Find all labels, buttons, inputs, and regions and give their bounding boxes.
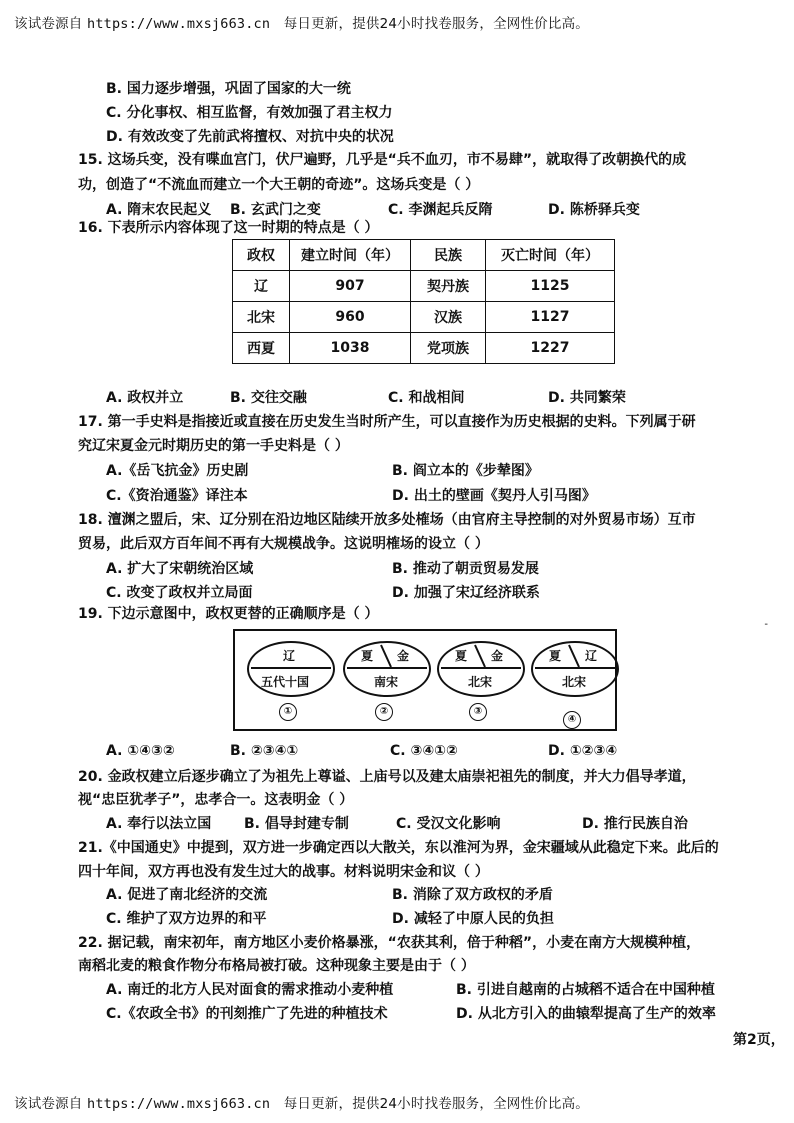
q15-stem-line2: 功，创造了“不流血而建立一个大王朝的奇迹”。这场兵变是（ ）: [78, 177, 480, 193]
table-cell: 汉族: [411, 302, 486, 333]
q14-option-d: D. 有效改变了先前武将擅权、对抗中央的状况: [106, 129, 394, 145]
diagram-number: ①: [279, 703, 297, 721]
q20-option-b: B. 倡导封建专制: [244, 816, 349, 832]
source-tagline: 每日更新，提供24小时找卷服务，全网性价比高。: [283, 16, 589, 32]
q15-option-d: D. 陈桥驿兵变: [548, 202, 640, 218]
table-cell: 西夏: [233, 333, 290, 364]
q18-option-c: C. 改变了政权并立局面: [106, 585, 253, 601]
source-footer: [14, 1092, 589, 1112]
circle-label: 夏: [361, 649, 374, 663]
q22-option-b: B. 引进自越南的占城稻不适合在中国种植: [456, 982, 715, 998]
circle-label: 辽: [585, 649, 598, 663]
scan-mark: -: [764, 619, 768, 630]
table-cell: 1125: [486, 271, 615, 302]
q21-option-c: C. 维护了双方边界的和平: [106, 911, 267, 927]
diagram-number: ②: [375, 703, 393, 721]
table-header-row: [233, 240, 615, 271]
table-header-cell: 建立时间（年）: [290, 240, 411, 271]
q20-options: [106, 816, 688, 832]
q17-option-a: A.《岳飞抗金》历史剧: [106, 463, 249, 479]
q16-option-a: A. 政权并立: [106, 390, 184, 406]
regime-sequence-diagram: [233, 629, 617, 731]
q17-option-d: D. 出土的壁画《契丹人引马图》: [392, 488, 596, 504]
table-row: [233, 271, 615, 302]
circle-label: 夏: [549, 649, 562, 663]
circle-label: 金: [491, 649, 504, 663]
circle-divider: [251, 667, 331, 669]
source-header: [14, 12, 589, 32]
q14-option-b: B. 国力逐步增强，巩固了国家的大一统: [106, 81, 351, 97]
q16-option-b: B. 交往交融: [230, 390, 307, 406]
q18-stem-line2: 贸易，此后双方百年间不再有大规模战争。这说明榷场的设立（ ）: [78, 536, 489, 552]
q22-option-a: A. 南迁的北方人民对面食的需求推动小麦种植: [106, 982, 394, 998]
q22-stem-line2: 南稻北麦的粮食作物分布格局被打破。这种现象主要是由于（ ）: [78, 958, 475, 974]
q20-stem-line1: 20. 金政权建立后逐步确立了为祖先上尊谥、上庙号以及建太庙崇祀祖先的制度，并大力倡导孝道，: [78, 769, 696, 785]
q18-option-d: D. 加强了宋辽经济联系: [392, 585, 540, 601]
q20-stem-line2: 视“忠臣犹孝子”，忠孝合一。这表明金（ ）: [78, 792, 354, 808]
diagram-circle-1: [247, 641, 335, 697]
table-cell: 1127: [486, 302, 615, 333]
q17-stem-line2: 究辽宋夏金元时期历史的第一手史料是（ ）: [78, 438, 349, 454]
source-prefix: 该试卷源自: [14, 16, 83, 32]
table-header-cell: 灭亡时间（年）: [486, 240, 615, 271]
q17-stem-line1: 17. 第一手史料是指接近或直接在历史发生当时所产生，可以直接作为历史根据的史料。下列属于研: [78, 414, 696, 430]
q21-stem-line2: 四十年间，双方再也没有发生过大的战事。材料说明宋金和议（ ）: [78, 864, 489, 880]
q16-option-d: D. 共同繁荣: [548, 390, 626, 406]
q18-stem-line1: 18. 澶渊之盟后，宋、辽分别在沿边地区陆续开放多处榷场（由官府主导控制的对外贸易市场）互市: [78, 512, 696, 528]
table-header-cell: 民族: [411, 240, 486, 271]
q21-option-d: D. 减轻了中原人民的负担: [392, 911, 554, 927]
table-cell: 辽: [233, 271, 290, 302]
circle-label: 金: [397, 649, 410, 663]
circle-label: 辽: [283, 649, 296, 663]
source-url[interactable]: https://www.mxsj663.cn: [87, 1096, 271, 1112]
circle-label: 北宋: [468, 675, 493, 689]
source-url[interactable]: https://www.mxsj663.cn: [87, 16, 271, 32]
table-header-cell: 政权: [233, 240, 290, 271]
source-prefix: 该试卷源自: [14, 1096, 83, 1112]
q19-options: [106, 743, 617, 759]
table-cell: 党项族: [411, 333, 486, 364]
table-cell: 1227: [486, 333, 615, 364]
diagram-circle-3: [437, 641, 525, 697]
q17-option-b: B. 阎立本的《步辇图》: [392, 463, 539, 479]
q15-stem-line1: 15. 这场兵变，没有喋血宫门，伏尸遍野，几乎是“兵不血刃，市不易肆”，就取得了改朝换代的成: [78, 152, 687, 168]
regimes-table: [232, 239, 615, 364]
q21-stem-line1: 21.《中国通史》中提到，双方进一步确定西以大散关，东以淮河为界，金宋疆域从此稳定下来。此后的: [78, 840, 719, 856]
table-cell: 960: [290, 302, 411, 333]
table-cell: 契丹族: [411, 271, 486, 302]
q14-option-c: C. 分化事权、相互监督，有效加强了君主权力: [106, 105, 393, 121]
q20-option-d: D. 推行民族自治: [582, 816, 688, 832]
q22-option-c: C.《农政全书》的刊刻推广了先进的种植技术: [106, 1006, 388, 1022]
q19-option-b: B. ②③④①: [230, 743, 299, 759]
q18-option-a: A. 扩大了宋朝统治区域: [106, 561, 254, 577]
diagram-number: ③: [469, 703, 487, 721]
q16-stem: 16. 下表所示内容体现了这一时期的特点是（ ）: [78, 220, 379, 236]
q15-options: [106, 202, 640, 218]
table-row: [233, 333, 615, 364]
circle-label: 北宋: [562, 675, 587, 689]
diagram-circle-4: [531, 641, 619, 697]
q20-option-a: A. 奉行以法立国: [106, 816, 212, 832]
page-number: 第2页，: [733, 1032, 785, 1048]
q17-option-c: C.《资治通鉴》译注本: [106, 488, 248, 504]
q19-option-a: A. ①④③②: [106, 743, 175, 759]
circle-label: 南宋: [374, 675, 399, 689]
q21-option-a: A. 促进了南北经济的交流: [106, 887, 268, 903]
circle-label: 夏: [455, 649, 468, 663]
q19-option-d: D. ①②③④: [548, 743, 618, 759]
q19-stem: 19. 下边示意图中，政权更替的正确顺序是（ ）: [78, 606, 379, 622]
q16-option-c: C. 和战相间: [388, 390, 465, 406]
q22-stem-line1: 22. 据记载，南宋初年，南方地区小麦价格暴涨，“农获其利，倍于种稻”，小麦在南方大规模种植，: [78, 935, 701, 951]
diagram-number: ④: [563, 711, 581, 729]
q15-option-c: C. 李渊起兵反隋: [388, 202, 493, 218]
q21-option-b: B. 消除了双方政权的矛盾: [392, 887, 553, 903]
table-row: [233, 302, 615, 333]
circle-label: 五代十国: [261, 675, 310, 689]
q19-option-c: C. ③④①②: [390, 743, 458, 759]
q15-option-a: A. 隋末农民起义: [106, 202, 212, 218]
diagram-circle-2: [343, 641, 431, 697]
q18-option-b: B. 推动了朝贡贸易发展: [392, 561, 539, 577]
q20-option-c: C. 受汉文化影响: [396, 816, 501, 832]
q16-options: [106, 390, 626, 406]
table-cell: 北宋: [233, 302, 290, 333]
table-cell: 1038: [290, 333, 411, 364]
q22-option-d: D. 从北方引入的曲辕犁提高了生产的效率: [456, 1006, 716, 1022]
table-cell: 907: [290, 271, 411, 302]
source-tagline: 每日更新，提供24小时找卷服务，全网性价比高。: [283, 1096, 589, 1112]
q15-option-b: B. 玄武门之变: [230, 202, 321, 218]
